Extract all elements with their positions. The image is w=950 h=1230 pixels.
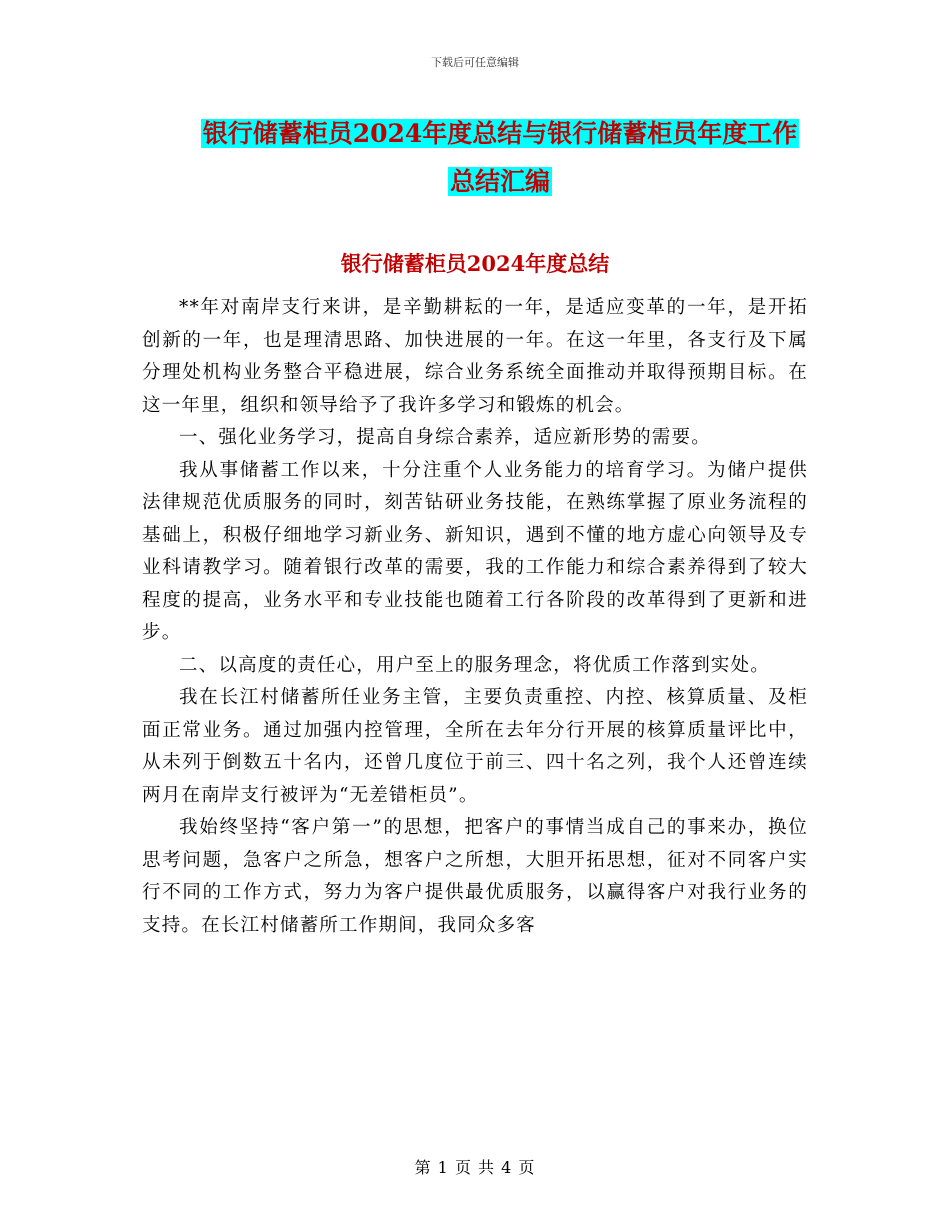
document-title-line-2: 总结汇编	[449, 167, 550, 196]
header-note: 下载后可任意编辑	[431, 56, 519, 69]
document-title	[140, 110, 860, 206]
paragraph: 一、强化业务学习，提高自身综合素养，适应新形势的需要。	[179, 427, 711, 448]
document-title-line-1: 银行储蓄柜员2024年度总结与银行储蓄柜员年度工作	[202, 119, 798, 148]
paragraph: 我从事储蓄工作以来，十分注重个人业务能力的培育学习。为储户提供法律规范优质服务的同时，刻苦钻研业务技能，在熟练掌握了原业务流程的基础上，积极仔细地学习新业务、新知识，遇到不懂的地方虚心向领导及专业科请教学习。随着银行改革的需要，我的工作能力和综合素养得到了较大程度的提高，业务水平和专业技能也随着工行各阶段的改革得到了更新和进步。	[142, 459, 808, 643]
paragraph: 我在长江村储蓄所任业务主管，主要负责重控、内控、核算质量、及柜面正常业务。通过加强内控管理，全所在去年分行开展的核算质量评比中，从未列于倒数五十名内，还曾几度位于前三、四十名之列，我个人还曾连续两月在南岸支行被评为“无差错柜员”。	[142, 687, 808, 806]
paragraph: **年对南岸支行来讲，是辛勤耕耘的一年，是适应变革的一年，是开拓创新的一年，也是理清思路、加快进展的一年。在这一年里，各支行及下属分理处机构业务整合平稳进展，综合业务系统全面推动并取得预期目标。在这一年里，组织和领导给予了我许多学习和锻炼的机会。	[142, 297, 808, 416]
page-number-footer: 第 1 页 共 4 页	[414, 1158, 536, 1177]
paragraph: 二、以高度的责任心，用户至上的服务理念，将优质工作落到实处。	[179, 654, 771, 676]
document-body	[142, 292, 808, 942]
section-title: 银行储蓄柜员2024年度总结	[340, 251, 610, 276]
paragraph: 我始终坚持“客户第一”的思想，把客户的事情当成自己的事来办，换位思考问题，急客户之所急，想客户之所想，大胆开拓思想，征对不同客户实行不同的工作方式，努力为客户提供最优质服务，以赢得客户对我行业务的支持。在长江村储蓄所工作期间，我同众多客	[142, 817, 808, 936]
